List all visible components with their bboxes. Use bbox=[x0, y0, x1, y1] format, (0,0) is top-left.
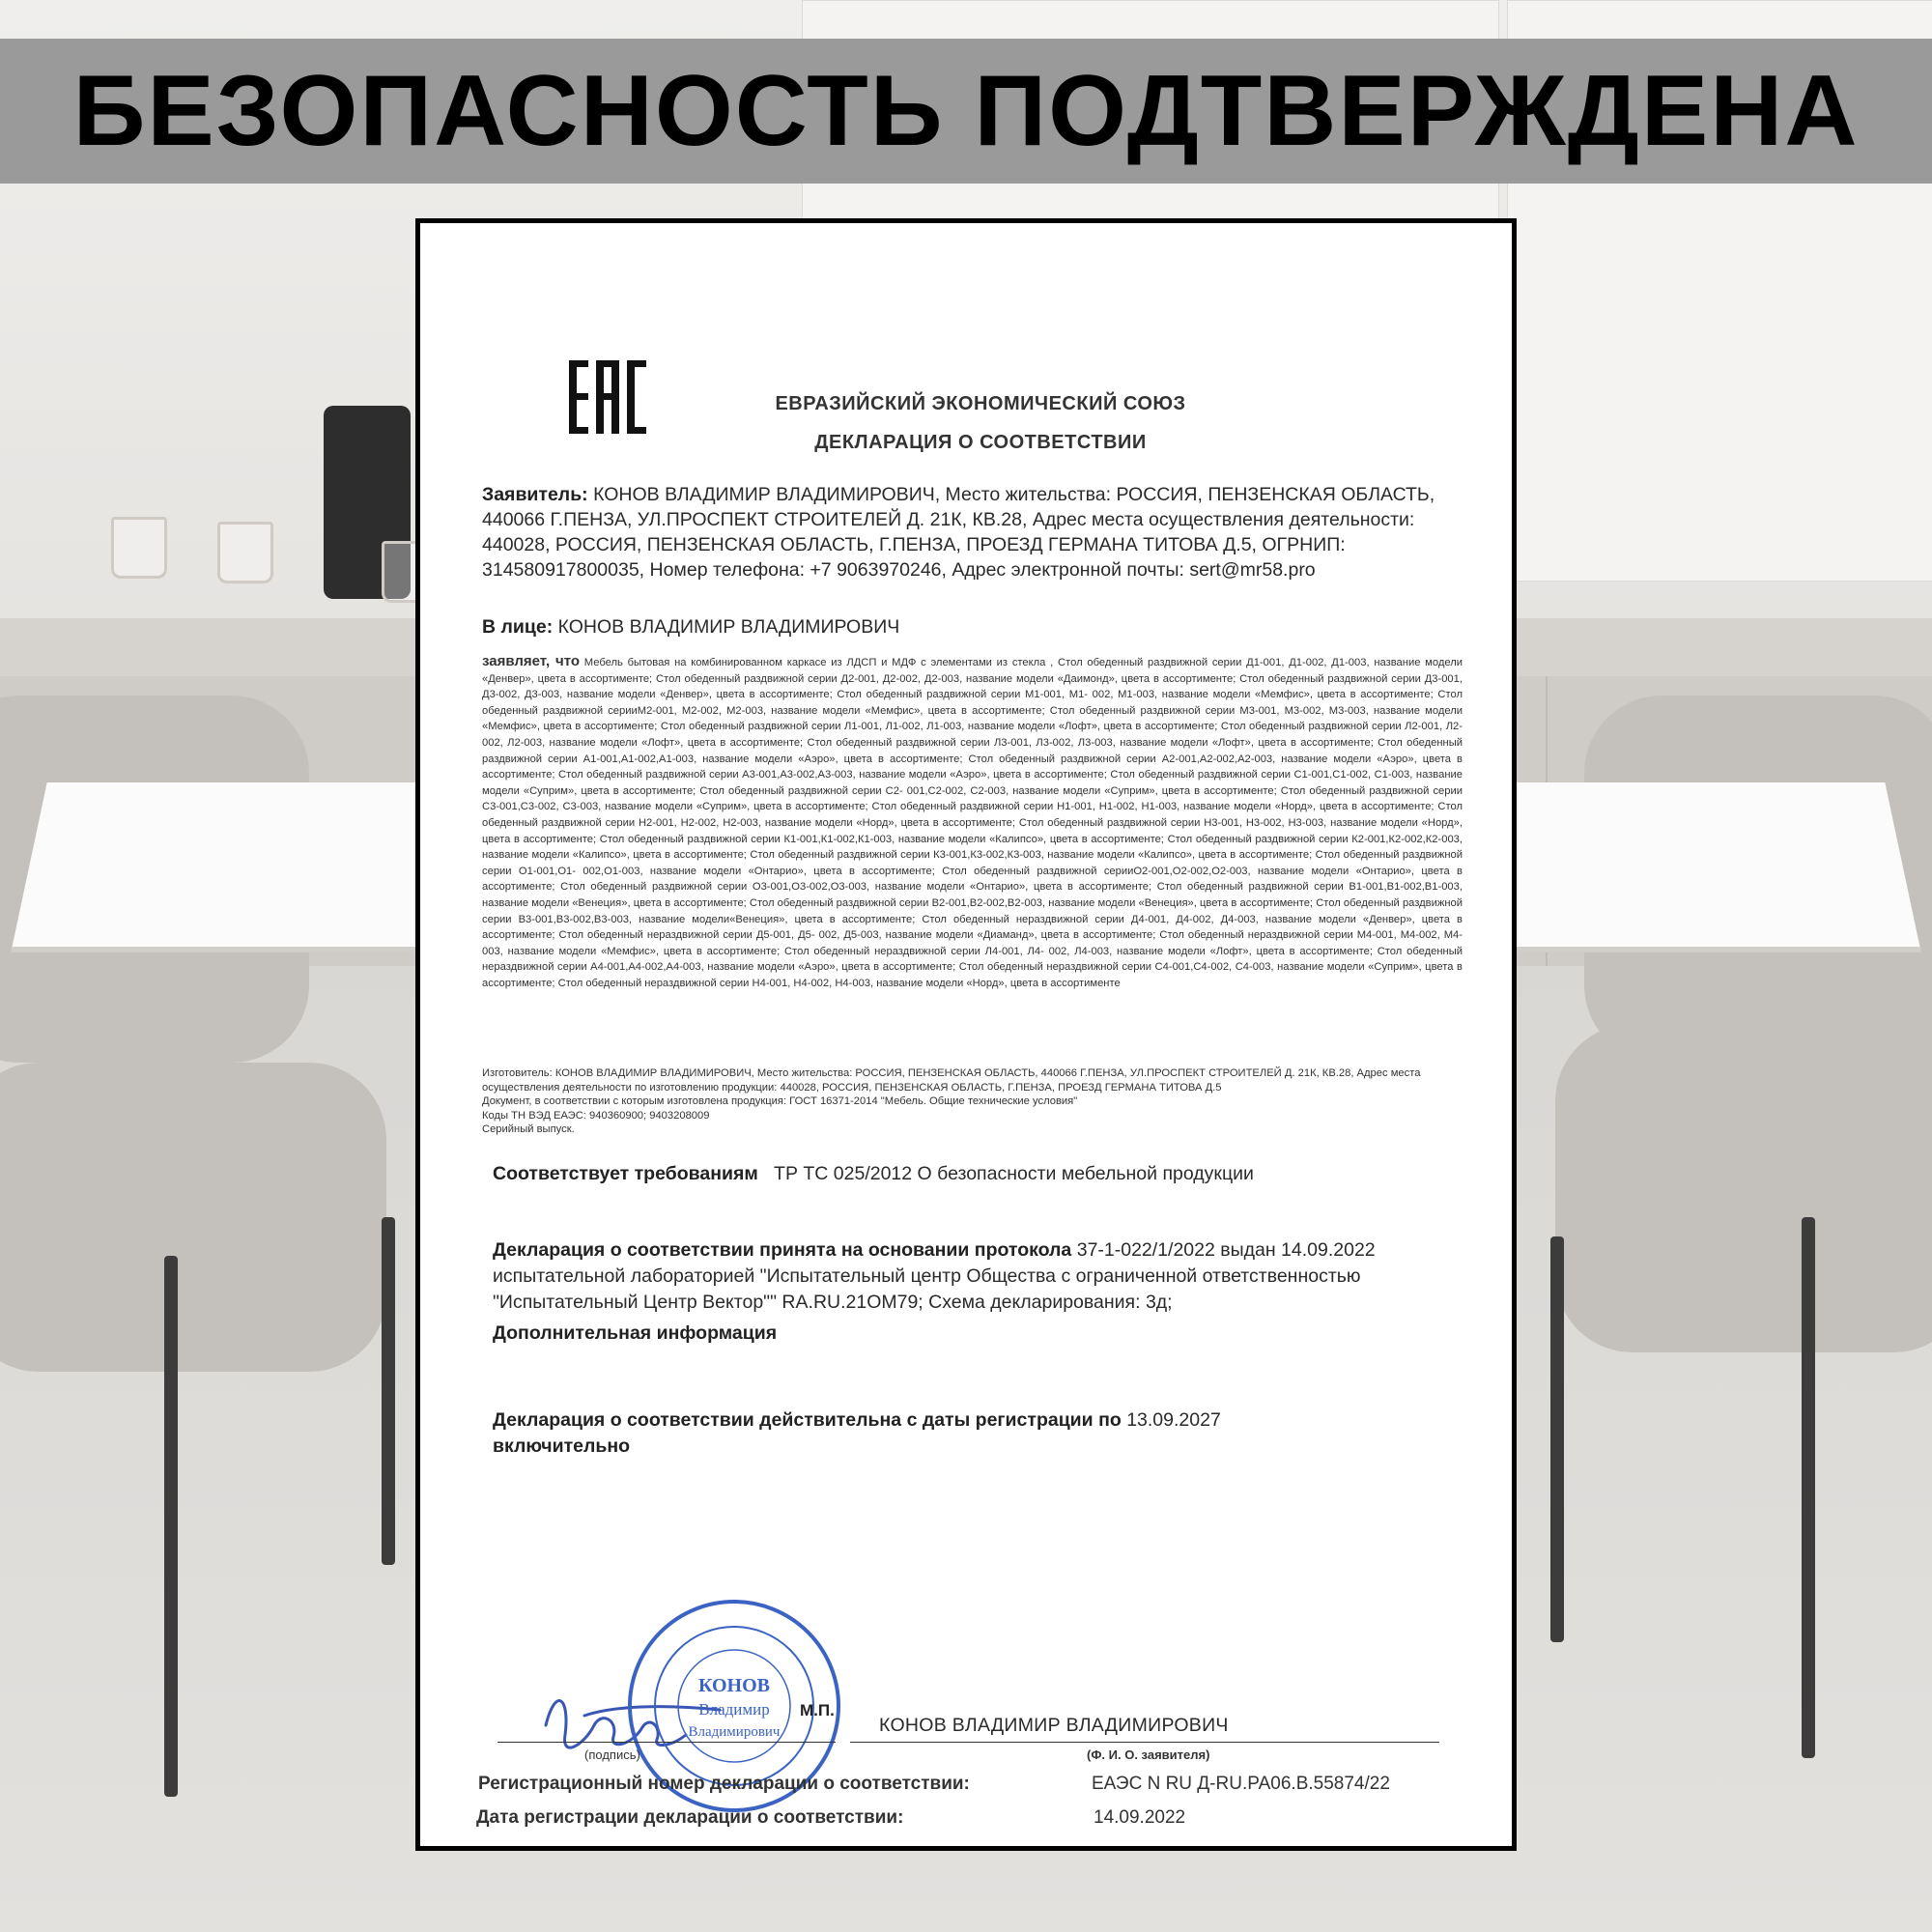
protocol-label: Декларация о соответствии принята на основании протокола bbox=[493, 1239, 1072, 1261]
svg-text:Владимирович: Владимирович bbox=[688, 1724, 781, 1740]
validity-date: 13.09.2027 bbox=[1126, 1409, 1221, 1431]
title-banner bbox=[0, 39, 1932, 184]
svg-text:КОНОВ: КОНОВ bbox=[697, 1675, 771, 1696]
serial-text: Серийный выпуск. bbox=[482, 1123, 575, 1136]
validity-suffix: включительно bbox=[493, 1435, 631, 1457]
requirements-line bbox=[493, 1163, 1459, 1185]
protocol-text: 37-1-022/1/2022 выдан 14.09.2022 испытательной лабораторией "Испытательный центр Общества с ограниченной ответственностью "Испытательный Центр Вектор"" RA.RU.21ОМ79; Схема декларирования: 3д; bbox=[493, 1239, 1376, 1313]
name-line bbox=[850, 1742, 1439, 1743]
person-block bbox=[482, 614, 1458, 639]
requirements-label: Соответствует требованиям bbox=[493, 1163, 758, 1184]
person-label: В лице: bbox=[482, 616, 554, 638]
validity-block bbox=[493, 1407, 1420, 1460]
banner-title: БЕЗОПАСНОСТЬ ПОДТВЕРЖДЕНА bbox=[72, 55, 1860, 167]
declaration-title: ДЕКЛАРАЦИЯ О СООТВЕТСТВИИ bbox=[814, 432, 1147, 453]
applicant-block bbox=[482, 482, 1458, 582]
declaration-document bbox=[415, 218, 1517, 1851]
additional-info-label: Дополнительная информация bbox=[493, 1322, 778, 1344]
document-text: Документ, в соответствии с которым изготовлена продукция: ГОСТ 16371-2014 "Мебель. Общие технические условия" bbox=[482, 1095, 1078, 1108]
person-text: КОНОВ ВЛАДИМИР ВЛАДИМИРОВИЧ bbox=[557, 616, 900, 638]
eac-logo-icon bbox=[565, 358, 650, 436]
fio-caption: (Ф. И. О. заявителя) bbox=[1087, 1747, 1210, 1762]
svg-text:Владимир: Владимир bbox=[698, 1700, 770, 1719]
applicant-label: Заявитель: bbox=[482, 484, 588, 505]
reg-number-value: ЕАЭС N RU Д-RU.РА06.В.55874/22 bbox=[1092, 1774, 1390, 1794]
declares-text: Мебель бытовая на комбинированном каркасе из ЛДСП и МДФ с элементами из стекла , Стол обеденный раздвижной серии Д1-001, Д1-002, Д1-003, название модели «Денвер», цвета в ассортименте; Стол обеденный раздвижной серии Д2-001, Д2-002, Д2-003, название модели «Даимонд», цвета в ассортименте; Стол обеденный раздвижной серии Д3-001, Д3-002, Д3-003, название модели «Денвер», цвета в ассортименте; Стол обеденный раздвижной серии М1-001, М1- 002, М1-003, название модели «Мемфис», цвета в ассортименте; Стол обеденный раздвижной серииМ2-001, М2-002, М2-003, название модели «Мемфис», цвета в ассортименте; Стол обеденный раздвижной серии М3-001, М3-002, М3-003, название модели «Мемфис», цвета в ассортименте; Стол обеденный раздвижной серии Л1-001, Л1-002, Л1-003, название модели «Лофт», цвета в ассортименте; Стол обеденный раздвижной серии Л2-001, Л2-002, Л2-003, название модели «Лофт», цвета в ассортименте; Стол обеденный раздвижной серии Л3-001, Л3-002, Л3-003, название модели «Лофт», цвета в ассортименте; Стол обеденный раздвижной серии А1-001,А1-002,А1-003, название модели «Аэро», цвета в ассортименте; Стол обеденный раздвижной серии А2-001,А2-002,А2-003, название модели «Аэро», цвета в ассортименте; Стол обеденный раздвижной серии А3-001,А3-002,А3-003, название модели «Аэро», цвета в ассортименте; Стол обеденный раздвижной серии С1-001,С1-002, С1-003, название модели «Суприм», цвета в ассортименте; Стол обеденный раздвижной серии С2- 001,С2-002, С2-003, название модели «Суприм», цвета в ассортименте; Стол обеденный раздвижной серии С3-001,С3-002, С3-003, название модели «Суприм», цвета в ассортименте; Стол обеденный раздвижной серии Н1-001, Н1-002, Н1-003, название модели «Норд», цвета в ассортименте; Стол обеденный раздвижной серии Н2-001, Н2-002, Н2-003, название модели «Норд», цвета в ассортименте; Стол обеденный раздвижной серии Н3-001, Н3-002, Н3-003, название модели «Норд», цвета в ассортименте; Стол обеденный раздвижной серии К1-001,К1-002,К1-003, название модели «Калипсо», цвета в ассортименте; Стол обеденный раздвижной серии К2-001,К2-002,К2-003, название модели «Калипсо», цвета в ассортименте; Стол обеденный раздвижной серии К3-001,К3-002,К3-003, название модели «Калипсо», цвета в ассортименте; Стол обеденный раздвижной серии О1-001,О1- 002,О1-003, название модели «Онтарио», цвета в ассортименте; Стол обеденный раздвижной серииО2-001,О2-002,О2-003, название модели «Онтарио», цвета в ассортименте; Стол обеденный раздвижной серии О3-001,О3-002,О3-003, название модели «Онтарио», цвета в ассортименте; Стол обеденный раздвижной серии В1-001,В1-002,В1-003, название модели «Венеция», цвета в ассортименте; Стол обеденный раздвижной серии В2-001,В2-002,В2-003, название модели «Венеция», цвета в ассортименте; Стол обеденный раздвижной серии В3-001,В3-002,В3-003, название модели«Венеция», цвета в ассортименте; Стол обеденный нераздвижной серии Д4-001, Д4-002, Д4-003, название модели «Денвер», цвета в ассортименте; Стол обеденный нераздвижной серии Д5-001, Д5- 002, Д5-003, название модели «Диаманд», цвета в ассортименте; Стол обеденный нераздвижной серии М4-001, М4-002, М4-003, название модели «Мемфис», цвета в ассортименте; Стол обеденный нераздвижной серии Л4-001, Л4- 002, Л4-003, название модели «Лофт», цвета в ассортименте; Стол обеденный нераздвижной серии А4-001,А4-002,А4-003, название модели «Аэро», цвета в ассортименте; Стол обеденный нераздвижной серии С4-001,С4-002, С4-003, название модели «Суприм», цвета в ассортименте; Стол обеденный нераздвижной серии Н4-001, Н4-002, Н4-003, название модели «Норд», цвета в ассортименте bbox=[482, 657, 1463, 989]
codes-text: Коды ТН ВЭД ЕАЭС: 940360900; 9403208009 bbox=[482, 1109, 710, 1122]
protocol-block bbox=[493, 1237, 1459, 1316]
reg-date-value: 14.09.2022 bbox=[1094, 1807, 1186, 1828]
signature-caption: (подпись) bbox=[584, 1747, 640, 1762]
applicant-text: КОНОВ ВЛАДИМИР ВЛАДИМИРОВИЧ, Место жительства: РОССИЯ, ПЕНЗЕНСКАЯ ОБЛАСТЬ, 440066 Г.ПЕНЗА, УЛ.ПРОСПЕКТ СТРОИТЕЛЕЙ Д. 21К, КВ.28, Адрес места осуществления деятельности: 440028, РОССИЯ, ПЕНЗЕНСКАЯ ОБЛАСТЬ, Г.ПЕНЗА, ПРОЕЗД ГЕРМАНА ТИТОВА Д.5, ОГРНИП: 314580917800035, Номер телефона: +7 9063970246, Адрес электронной почты: sert@mr58.pro bbox=[482, 484, 1435, 581]
signature-line bbox=[497, 1742, 836, 1743]
manufacturer-block bbox=[482, 1066, 1463, 1137]
manufacturer-text: Изготовитель: КОНОВ ВЛАДИМИР ВЛАДИМИРОВИЧ, Место жительства: РОССИЯ, ПЕНЗЕНСКАЯ ОБЛАСТЬ, 440066 Г.ПЕНЗА, УЛ.ПРОСПЕКТ СТРОИТЕЛЕЙ Д. 21К, КВ.28, Адрес места осуществления деятельности по изготовлению продукции: 440028, РОССИЯ, ПЕНЗЕНСКАЯ ОБЛАСТЬ, Г.ПЕНЗА, ПРОЕЗД ГЕРМАНА ТИТОВА Д.5 bbox=[482, 1067, 1421, 1094]
declares-block bbox=[482, 654, 1463, 991]
signer-name: КОНОВ ВЛАДИМИР ВЛАДИМИРОВИЧ bbox=[879, 1715, 1229, 1736]
declares-label: заявляет, что bbox=[482, 653, 581, 669]
union-name: ЕВРАЗИЙСКИЙ ЭКОНОМИЧЕСКИЙ СОЮЗ bbox=[775, 393, 1186, 414]
stamp-place-label: М.П. bbox=[800, 1701, 835, 1719]
requirements-text: ТР ТС 025/2012 О безопасности мебельной продукции bbox=[774, 1163, 1254, 1184]
reg-number-label: Регистрационный номер декларации о соответствии: bbox=[478, 1774, 970, 1794]
validity-label: Декларация о соответствии действительна с даты регистрации по bbox=[493, 1409, 1122, 1431]
reg-date-label: Дата регистрации декларации о соответствии: bbox=[476, 1807, 904, 1828]
